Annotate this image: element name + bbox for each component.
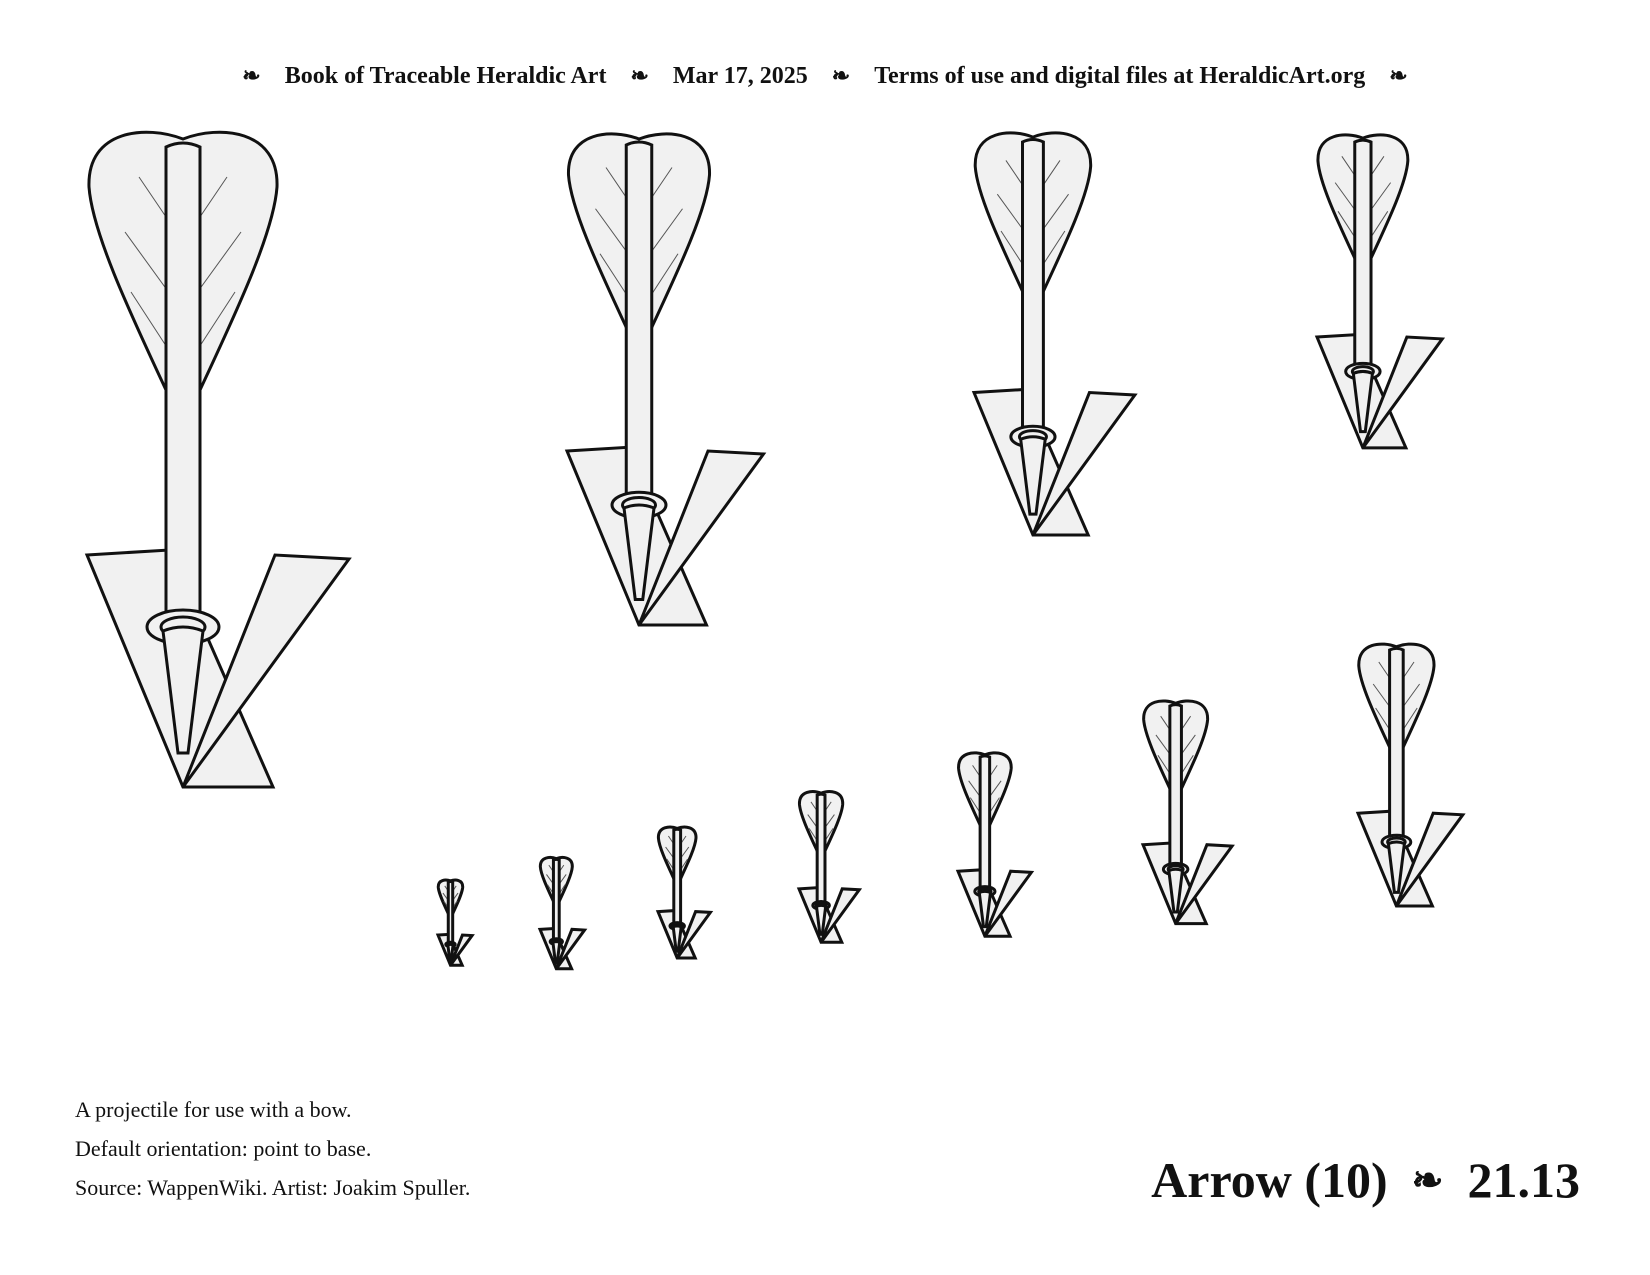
arrow-6-charge: [540, 857, 585, 968]
header-date: Mar 17, 2025: [672, 62, 808, 89]
description-line: Source: WappenWiki. Artist: Joakim Spuller.: [75, 1175, 471, 1200]
plate-name: Arrow (10): [1151, 1152, 1388, 1208]
arrow-4-charge: [1317, 135, 1442, 448]
fleuron-icon: ❧: [242, 63, 261, 88]
book-title: Book of Traceable Heraldic Art: [284, 62, 607, 89]
arrow-9-charge: [958, 753, 1031, 936]
arrow-10-charge: [1143, 701, 1232, 924]
fleuron-icon: ❧: [831, 63, 851, 88]
fleuron-icon: ❧: [630, 63, 649, 88]
plate-number: 21.13: [1467, 1152, 1580, 1208]
arrow-7-charge: [658, 827, 710, 958]
arrow-3-charge: [974, 133, 1135, 535]
arrow-11-charge: [1358, 644, 1463, 906]
description-line: Default orientation: point to base.: [75, 1136, 372, 1161]
arrow-8-charge: [799, 792, 859, 943]
arrow-2-charge: [567, 134, 764, 625]
terms-link-text: Terms of use and digital files at HeraldicArt.org: [874, 62, 1366, 89]
fleuron-icon: ❧: [1389, 63, 1408, 88]
arrow-1-charge: [87, 132, 349, 787]
arrow-5-charge: [438, 880, 472, 965]
description: [75, 1090, 470, 1207]
description-line: A projectile for use with a bow.: [75, 1097, 352, 1122]
plate-title: [1151, 1148, 1580, 1212]
fleuron-icon: ❧: [1411, 1159, 1444, 1202]
